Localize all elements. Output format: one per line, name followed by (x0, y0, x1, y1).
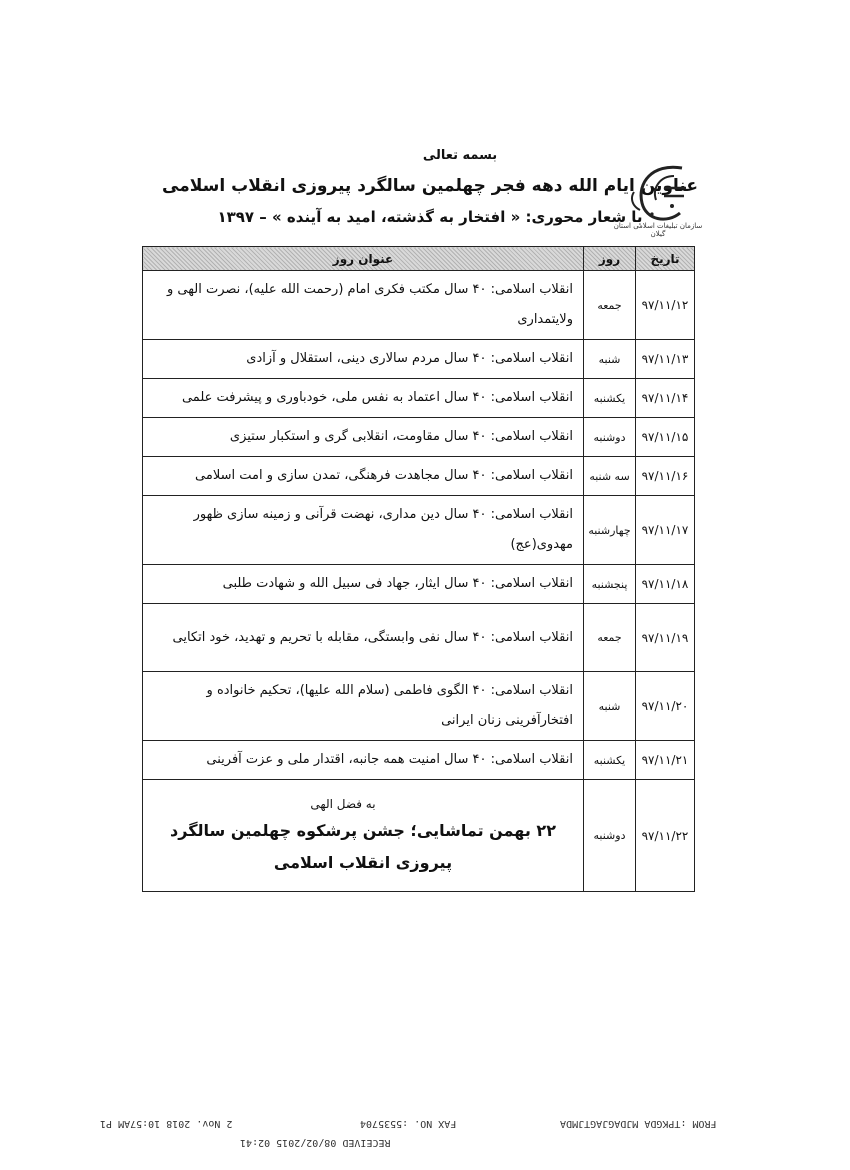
row-date: ۹۷/۱۱/۱۶ (636, 457, 695, 496)
fax-number-line: FAX NO. :5535704 (360, 1118, 457, 1129)
table-row (143, 457, 695, 496)
document-title: عناوین ایام الله دهه فجر چهلمین سالگرد پیروزی انقلاب اسلامی (162, 176, 698, 196)
document-subtitle: با شعار محوری: « افتخار به گذشته، امید به آینده » – ۱۳۹۷ (217, 208, 643, 226)
table-row (143, 496, 695, 565)
row-date: ۹۷/۱۱/۱۸ (636, 565, 695, 604)
row-title: انقلاب اسلامی: ۴۰ سال ایثار، جهاد فی سبیل الله و شهادت طلبی (143, 565, 584, 604)
row-day: جمعه (584, 604, 636, 672)
row-date: ۹۷/۱۱/۱۳ (636, 340, 695, 379)
row-date: ۹۷/۱۱/۱۴ (636, 379, 695, 418)
final-row-title (143, 780, 584, 892)
row-date: ۹۷/۱۱/۱۲ (636, 271, 695, 340)
row-title: انقلاب اسلامی: ۴۰ سال مقاومت، انقلابی گری و استکبار ستیزی (143, 418, 584, 457)
header-date: تاریخ (636, 247, 695, 271)
row-day: سه شنبه (584, 457, 636, 496)
row-day: دوشنبه (584, 780, 636, 892)
row-title: انقلاب اسلامی: ۴۰ سال اعتماد به نفس ملی، خودباوری و پیشرفت علمی (143, 379, 584, 418)
row-date: ۹۷/۱۱/۲۰ (636, 672, 695, 741)
table-row (143, 340, 695, 379)
header-title: عنوان روز (143, 247, 584, 271)
row-title: انقلاب اسلامی: ۴۰ الگوی فاطمی (سلام الله علیها)، تحکیم خانواده و افتخارآفرینی زنان ایرانی (143, 672, 584, 741)
row-date: ۹۷/۱۱/۲۱ (636, 741, 695, 780)
table-header-row (143, 247, 695, 271)
row-day: یکشنبه (584, 741, 636, 780)
row-day: شنبه (584, 340, 636, 379)
header-day: روز (584, 247, 636, 271)
logo-caption: سازمان تبلیغات اسلامی استان گیلان (613, 222, 703, 238)
row-date: ۹۷/۱۱/۱۷ (636, 496, 695, 565)
row-day: پنجشنبه (584, 565, 636, 604)
row-day: جمعه (584, 271, 636, 340)
table-row (143, 672, 695, 741)
row-date: ۹۷/۱۱/۲۲ (636, 780, 695, 892)
row-title: انقلاب اسلامی: ۴۰ سال امنیت همه جانبه، اقتدار ملی و عزت آفرینی (143, 741, 584, 780)
table-row (143, 604, 695, 672)
row-title: انقلاب اسلامی: ۴۰ سال مجاهدت فرهنگی، تمدن سازی و امت اسلامی (143, 457, 584, 496)
table-row (143, 565, 695, 604)
table-row-final (143, 780, 695, 892)
row-day: چهارشنبه (584, 496, 636, 565)
schedule-table (142, 246, 695, 892)
final-row-big-text: ۲۲ بهمن تماشایی؛ جشن پرشکوه چهلمین سالگرد پیروزی انقلاب اسلامی (170, 820, 556, 872)
row-title: انقلاب اسلامی: ۴۰ سال مردم سالاری دینی، استقلال و آزادی (143, 340, 584, 379)
final-row-small-text: به فضل الهی (310, 796, 376, 811)
row-day: دوشنبه (584, 418, 636, 457)
table-row (143, 271, 695, 340)
basmala-heading: بسمه تعالی (422, 148, 498, 163)
fax-received-line: RECEIVED 08/02/2015 02:41 (240, 1137, 391, 1148)
table-row (143, 379, 695, 418)
table-row (143, 418, 695, 457)
row-title: انقلاب اسلامی: ۴۰ سال دین مداری، نهضت قرآنی و زمینه سازی ظهور مهدوی(عج) (143, 496, 584, 565)
table-row (143, 741, 695, 780)
row-date: ۹۷/۱۱/۱۹ (636, 604, 695, 672)
fax-date-line: 2 Nov. 2018 10:57AM P1 (100, 1118, 233, 1129)
row-title: انقلاب اسلامی: ۴۰ سال مکتب فکری امام (رحمت الله علیه)، نصرت الهی و ولایتمداری (143, 271, 584, 340)
fax-from-line: FROM :TPKGDA MJDAGJAGTJMDA (560, 1118, 717, 1129)
row-title: انقلاب اسلامی: ۴۰ سال نفی وابستگی، مقابله با تحریم و تهدید، خود اتکایی (143, 604, 584, 672)
row-date: ۹۷/۱۱/۱۵ (636, 418, 695, 457)
row-day: شنبه (584, 672, 636, 741)
row-day: یکشنبه (584, 379, 636, 418)
